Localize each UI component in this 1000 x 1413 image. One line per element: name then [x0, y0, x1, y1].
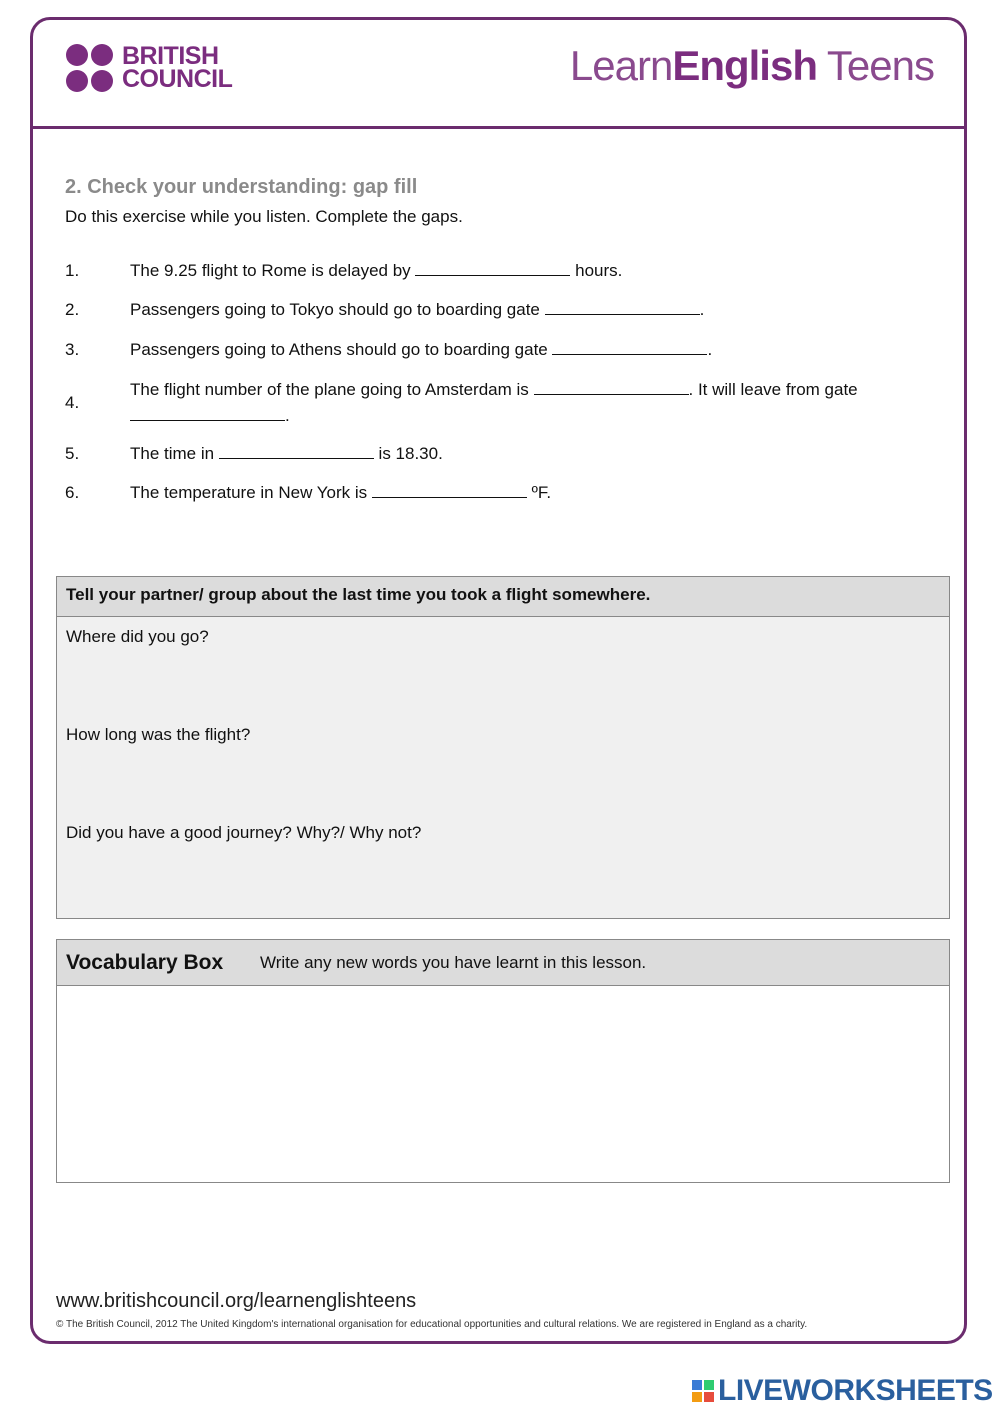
vocabulary-writing-area[interactable] [57, 986, 949, 1182]
british-council-wordmark [122, 42, 233, 93]
question-item [65, 297, 920, 323]
answer-gap[interactable] [130, 404, 285, 421]
org-line-1: BRITISH [122, 42, 219, 70]
answer-gap[interactable] [545, 298, 700, 315]
answer-gap[interactable] [534, 378, 689, 395]
liveworksheets-text: LIVEWORKSHEETS [718, 1374, 993, 1407]
british-council-logo [66, 44, 232, 92]
discussion-box [56, 576, 950, 919]
answer-gap[interactable] [372, 481, 527, 498]
answer-gap[interactable] [219, 442, 374, 459]
footer-copyright: © The British Council, 2012 The United Kingdom's international organisation for educational opportunities and cultural relations. We are registered in England as a charity. [56, 1319, 808, 1330]
british-council-dots-icon [66, 44, 114, 92]
question-number: 6. [65, 483, 80, 502]
vocabulary-instruction: Write any new words you have learnt in this lesson. [260, 952, 647, 972]
question-number: 2. [65, 300, 80, 319]
brand-learn: Learn [569, 42, 673, 89]
question-text: The temperature in New York is [130, 483, 372, 502]
question-text-middle: . It will leave from gate [688, 380, 858, 399]
brand-teens: Teens [817, 42, 934, 89]
question-text-after: ºF. [526, 483, 552, 502]
question-item [65, 441, 920, 467]
answer-gap[interactable] [415, 259, 570, 276]
question-text: Passengers going to Athens should go to boarding gate [130, 340, 553, 359]
question-text: The time in [130, 444, 219, 463]
brand-english: English [672, 42, 817, 89]
question-number: 1. [65, 261, 80, 280]
question-text: The 9.25 flight to Rome is delayed by [130, 261, 416, 280]
question-text-after: hours. [570, 261, 623, 280]
question-item [65, 337, 920, 363]
question-text-after: is 18.30. [373, 444, 443, 463]
answer-gap[interactable] [552, 338, 707, 355]
discussion-heading: Tell your partner/ group about the last time you took a flight somewhere. [57, 577, 949, 617]
question-text-after: . [699, 300, 705, 319]
vocabulary-header [57, 940, 949, 986]
question-item [65, 480, 920, 506]
question-item [65, 376, 920, 430]
question-text: Passengers going to Tokyo should go to boarding gate [130, 300, 545, 319]
exercise-instructions: Do this exercise while you listen. Complete the gaps. [65, 207, 463, 226]
liveworksheets-icon [692, 1380, 714, 1402]
discussion-prompt: Where did you go? [66, 627, 209, 646]
question-text-after: . [707, 340, 713, 359]
org-line-2: COUNCIL [122, 65, 233, 93]
learnenglish-teens-logo [570, 42, 934, 90]
discussion-prompt: Did you have a good journey? Why?/ Why not? [66, 823, 422, 842]
discussion-prompt: How long was the flight? [66, 725, 251, 744]
vocabulary-title: Vocabulary Box [66, 950, 224, 974]
question-text: The flight number of the plane going to Amsterdam is [130, 380, 534, 399]
section-title: 2. Check your understanding: gap fill [65, 176, 418, 198]
question-text-after: . [285, 406, 290, 425]
footer-url: www.britishcouncil.org/learnenglishteens [56, 1290, 417, 1312]
question-number: 4. [65, 393, 80, 412]
question-number: 3. [65, 340, 80, 359]
header-divider [30, 126, 967, 129]
question-item [65, 258, 920, 284]
vocabulary-box [56, 939, 950, 1183]
liveworksheets-logo [692, 1374, 993, 1408]
question-number: 5. [65, 444, 80, 463]
